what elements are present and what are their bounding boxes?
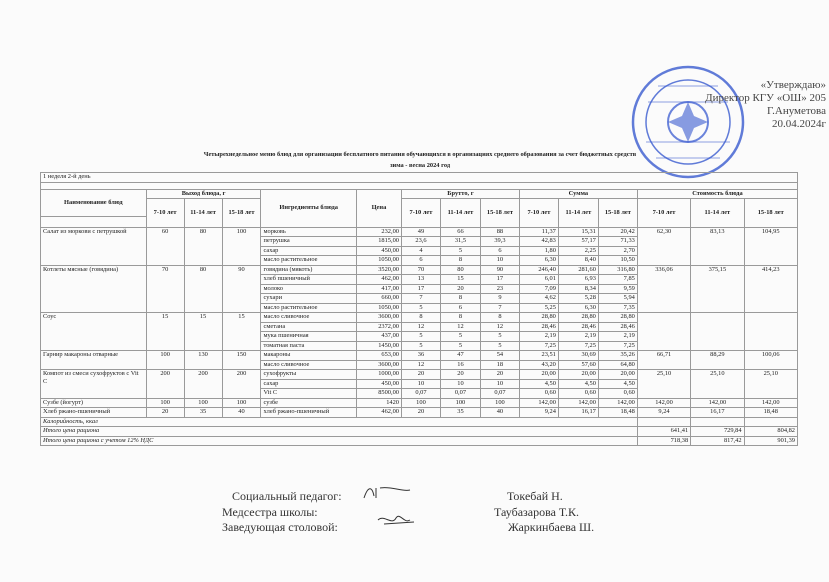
header-sum: Сумма [519,189,637,199]
sum-value: 18,48 [598,408,637,418]
ingredient-price: 1815,00 [356,237,401,247]
brutto-value: 15 [440,275,480,285]
header-spacer [41,216,147,227]
dish-output: 60 [146,227,184,265]
brutto-value: 40 [480,408,519,418]
brutto-value: 8 [480,313,519,323]
brutto-value: 5 [440,246,480,256]
ingredient-name: сахар [261,379,356,389]
sum-value: 4,50 [558,379,598,389]
brutto-value: 35 [440,408,480,418]
ingredient-price: 660,00 [356,294,401,304]
brutto-value: 12 [440,322,480,332]
sum-value: 8,40 [558,256,598,266]
dish-cost: 16,17 [691,408,744,418]
dish-output: 15 [146,313,184,351]
sum-value: 4,50 [519,379,558,389]
dish-cost [744,313,797,351]
brutto-value: 70 [401,265,440,275]
sum-value: 28,80 [598,313,637,323]
sum-value: 20,00 [558,370,598,380]
sum-value: 2,19 [558,332,598,342]
sum-value: 11,37 [519,227,558,237]
dish-cost: 25,10 [691,370,744,399]
header-age: 15-18 лет [744,199,797,228]
dish-cost: 336,06 [637,265,690,313]
sum-value: 2,70 [598,246,637,256]
ingredient-name: сухофрукты [261,370,356,380]
handwritten-signature-3 [374,512,424,530]
sum-value: 281,60 [558,265,598,275]
header-age: 7-10 лет [519,199,558,228]
brutto-value: 6 [440,303,480,313]
dish-cost [637,313,690,351]
sum-value: 8,34 [558,284,598,294]
sum-value: 15,31 [558,227,598,237]
sum-value: 5,28 [558,294,598,304]
brutto-value: 7 [480,303,519,313]
ingredient-price: 450,00 [356,246,401,256]
sum-value: 28,46 [558,322,598,332]
brutto-value: 80 [440,265,480,275]
dish-output: 200 [146,370,184,399]
ingredient-price: 3600,00 [356,360,401,370]
dish-output: 80 [184,227,222,265]
dish-cost: 375,15 [691,265,744,313]
total-value: 641,41 [637,427,690,437]
dish-output: 15 [222,313,261,351]
dish-cost: 414,23 [744,265,797,313]
brutto-value: 20 [401,370,440,380]
dish-cost: 88,29 [691,351,744,370]
total-value: 804,82 [744,427,797,437]
brutto-value: 100 [401,398,440,408]
dish-output: 130 [184,351,222,370]
ingredient-name: сузбе [261,398,356,408]
dish-cost [691,313,744,351]
ingredient-price: 462,00 [356,275,401,285]
dish-cost: 18,48 [744,408,797,418]
brutto-value: 20 [440,284,480,294]
brutto-value: 12 [401,360,440,370]
sum-value: 5,94 [598,294,637,304]
sum-value: 142,00 [519,398,558,408]
sum-value: 316,80 [598,265,637,275]
ingredient-name: масло сливочное [261,360,356,370]
dish-output: 200 [184,370,222,399]
brutto-value: 18 [480,360,519,370]
sum-value: 43,20 [519,360,558,370]
calories-cell [637,417,690,427]
ingredient-price: 417,00 [356,284,401,294]
total-vat-value: 718,38 [637,436,690,446]
sum-value: 16,17 [558,408,598,418]
brutto-value: 9 [480,294,519,304]
sum-value: 28,46 [519,322,558,332]
dish-output: 40 [222,408,261,418]
ingredient-price: 8500,00 [356,389,401,399]
total-vat-value: 901,39 [744,436,797,446]
dish-cost: 25,10 [744,370,797,399]
sum-value: 10,50 [598,256,637,266]
ingredient-name: сметана [261,322,356,332]
sum-value: 28,46 [598,322,637,332]
brutto-value: 20 [480,370,519,380]
sum-value: 142,00 [598,398,637,408]
ingredient-price: 3520,00 [356,265,401,275]
signature-name: Токебай Н. [507,489,563,503]
brutto-value: 4 [401,246,440,256]
dish-output: 100 [222,398,261,408]
ingredient-name: морковь [261,227,356,237]
header-cost: Стоимость блюда [637,189,797,199]
ingredient-name: Vit C [261,389,356,399]
brutto-value: 47 [440,351,480,361]
sum-value: 1,80 [519,246,558,256]
dish-name: Соус [41,313,147,351]
dish-output: 150 [222,351,261,370]
ingredient-price: 232,00 [356,227,401,237]
brutto-value: 23 [480,284,519,294]
brutto-value: 5 [440,332,480,342]
approval-line: Директор КГУ «ОШ» 205 [705,92,826,104]
signature-name: Таубазарова Т.К. [494,505,580,519]
ingredient-price: 450,00 [356,379,401,389]
brutto-value: 5 [480,341,519,351]
brutto-value: 6 [480,246,519,256]
sum-value: 6,01 [519,275,558,285]
signature-role: Заведующая столовой: [222,520,338,534]
sum-value: 0,60 [558,389,598,399]
sum-value: 7,25 [558,341,598,351]
sum-value: 57,17 [558,237,598,247]
approval-line: Г.Ануметова [767,105,826,117]
header-age: 7-10 лет [401,199,440,228]
header-dish: Наименование блюд [41,189,147,216]
ingredient-price: 3600,00 [356,313,401,323]
sum-value: 2,25 [558,246,598,256]
dish-cost: 142,00 [637,398,690,408]
brutto-value: 20 [401,408,440,418]
ingredient-price: 437,00 [356,332,401,342]
dish-cost: 9,24 [637,408,690,418]
brutto-value: 5 [480,332,519,342]
sum-value: 246,40 [519,265,558,275]
sum-value: 9,24 [519,408,558,418]
sum-value: 20,00 [519,370,558,380]
brutto-value: 12 [401,322,440,332]
dish-name: Компот из смеси сухофруктов с Vit C [41,370,147,399]
table-row [41,227,798,237]
brutto-value: 23,6 [401,237,440,247]
ingredient-name: масло сливочное [261,313,356,323]
ingredient-name: говядина (мякоть) [261,265,356,275]
dish-name: Салат из моркови с петрушкой [41,227,147,265]
ingredient-name: хлеб ржано-пшеничный [261,408,356,418]
sum-value: 30,69 [558,351,598,361]
sum-value: 0,60 [519,389,558,399]
table-row [41,265,798,275]
sum-value: 35,26 [598,351,637,361]
dish-output: 100 [184,398,222,408]
brutto-value: 54 [480,351,519,361]
brutto-value: 5 [401,303,440,313]
dish-cost: 142,00 [691,398,744,408]
brutto-value: 20 [440,370,480,380]
total-label: Итого цена рациона [41,427,638,437]
header-price: Цена [356,189,401,227]
total-value: 729,84 [691,427,744,437]
sum-value: 20,00 [598,370,637,380]
brutto-value: 31,5 [440,237,480,247]
header-age: 15-18 лет [598,199,637,228]
brutto-value: 12 [480,322,519,332]
ingredient-name: томатная паста [261,341,356,351]
sum-value: 23,51 [519,351,558,361]
table-row [41,370,798,380]
sum-value: 6,93 [558,275,598,285]
ingredient-name: масло растительное [261,256,356,266]
ingredient-name: петрушка [261,237,356,247]
brutto-value: 10 [480,256,519,266]
dish-cost: 25,10 [637,370,690,399]
dish-output: 15 [184,313,222,351]
sum-value: 6,30 [519,256,558,266]
ingredient-name: молоко [261,284,356,294]
dish-cost: 100,06 [744,351,797,370]
signature-role: Социальный педагог: [232,489,342,503]
sum-value: 7,35 [598,303,637,313]
ingredient-price: 462,00 [356,408,401,418]
sum-value: 64,80 [598,360,637,370]
brutto-value: 17 [401,284,440,294]
calories-label: Калорийность, ккал [41,417,638,427]
brutto-value: 13 [401,275,440,285]
table-row [41,398,798,408]
sum-value: 20,42 [598,227,637,237]
brutto-value: 8 [401,313,440,323]
brutto-value: 10 [480,379,519,389]
brutto-value: 10 [401,379,440,389]
signature-name: Жаркинбаева Ш. [508,520,595,534]
signature-role: Медсестра школы: [222,505,318,519]
header-age: 11-14 лет [184,199,222,228]
sum-value: 5,25 [519,303,558,313]
header-age: 15-18 лет [480,199,519,228]
ingredient-price: 653,00 [356,351,401,361]
sum-value: 4,62 [519,294,558,304]
table-row [41,313,798,323]
dish-output: 20 [146,408,184,418]
brutto-value: 90 [480,265,519,275]
brutto-value: 100 [480,398,519,408]
brutto-value: 17 [480,275,519,285]
ingredient-price: 1000,00 [356,370,401,380]
sum-value: 57,60 [558,360,598,370]
header-age: 11-14 лет [440,199,480,228]
dish-cost: 62,30 [637,227,690,265]
ingredient-price: 1050,00 [356,303,401,313]
sum-value: 2,19 [519,332,558,342]
sum-value: 4,50 [598,379,637,389]
sum-value: 7,09 [519,284,558,294]
brutto-value: 36 [401,351,440,361]
brutto-value: 16 [440,360,480,370]
brutto-value: 0,07 [480,389,519,399]
ingredient-name: мука пшеничная [261,332,356,342]
dish-output: 80 [184,265,222,313]
sum-value: 2,19 [598,332,637,342]
approval-line: «Утверждаю» [760,79,826,91]
table-row [41,351,798,361]
dish-output: 100 [146,351,184,370]
dish-output: 100 [222,227,261,265]
sum-value: 9,59 [598,284,637,294]
header-age: 11-14 лет [691,199,744,228]
sum-value: 0,60 [598,389,637,399]
dish-cost: 104,95 [744,227,797,265]
brutto-value: 100 [440,398,480,408]
ingredient-price: 2372,00 [356,322,401,332]
header-ingredients: Ингредиенты блюда [261,189,356,227]
dish-name: Гарнир макароны отварные [41,351,147,370]
brutto-value: 66 [440,227,480,237]
brutto-value: 8 [440,313,480,323]
header-age: 15-18 лет [222,199,261,228]
brutto-value: 5 [440,341,480,351]
week-day-label: 1 неделя 2-й день [41,173,798,183]
brutto-value: 39,3 [480,237,519,247]
dish-cost: 83,13 [691,227,744,265]
ingredient-name: сухари [261,294,356,304]
ingredient-name: хлеб пшеничный [261,275,356,285]
sum-value: 71,33 [598,237,637,247]
header-age: 7-10 лет [146,199,184,228]
ingredient-name: сахар [261,246,356,256]
dish-output: 200 [222,370,261,399]
brutto-value: 7 [401,294,440,304]
approval-line: 20.04.2024г [771,118,826,130]
sum-value: 28,80 [558,313,598,323]
header-brutto: Брутто, г [401,189,519,199]
header-output: Выход блюда, г [146,189,261,199]
brutto-value: 10 [440,379,480,389]
sum-value: 6,30 [558,303,598,313]
calories-cell [744,417,797,427]
brutto-value: 5 [401,332,440,342]
brutto-value: 8 [440,256,480,266]
dish-output: 90 [222,265,261,313]
ingredient-price: 1420 [356,398,401,408]
ingredient-name: макароны [261,351,356,361]
dish-name: Сузбе (йогурт) [41,398,147,408]
dish-cost: 66,71 [637,351,690,370]
season-subtitle: зима - весна 2024 год [389,162,451,169]
dish-output: 35 [184,408,222,418]
ingredient-name: масло растительное [261,303,356,313]
menu-table [40,172,798,446]
handwritten-signature-1 [362,484,412,502]
sum-value: 7,25 [598,341,637,351]
brutto-value: 88 [480,227,519,237]
sum-value: 7,85 [598,275,637,285]
document-title: Четырехнедельное меню блюд для организации бесплатного питания обучающихся в организациях среднего образования за счет бюджетных средств [203,151,637,158]
dish-name: Хлеб ржано-пшеничный [41,408,147,418]
ingredient-price: 1450,00 [356,341,401,351]
table-row [41,408,798,418]
sum-value: 42,83 [519,237,558,247]
dish-output: 70 [146,265,184,313]
calories-cell [691,417,744,427]
brutto-value: 0,07 [401,389,440,399]
sum-value: 28,80 [519,313,558,323]
brutto-value: 5 [401,341,440,351]
header-age: 11-14 лет [558,199,598,228]
dish-name: Котлеты мясные (говядина) [41,265,147,313]
brutto-value: 0,07 [440,389,480,399]
brutto-value: 8 [440,294,480,304]
dish-output: 100 [146,398,184,408]
sum-value: 142,00 [558,398,598,408]
brutto-value: 6 [401,256,440,266]
header-age: 7-10 лет [637,199,690,228]
dish-cost: 142,00 [744,398,797,408]
brutto-value: 49 [401,227,440,237]
approval-block [680,79,826,131]
menu-body [41,227,798,417]
ingredient-price: 1050,00 [356,256,401,266]
sum-value: 7,25 [519,341,558,351]
total-vat-value: 817,42 [691,436,744,446]
total-vat-label: Итого цена рациона с учетом 12% НДС [41,436,638,446]
